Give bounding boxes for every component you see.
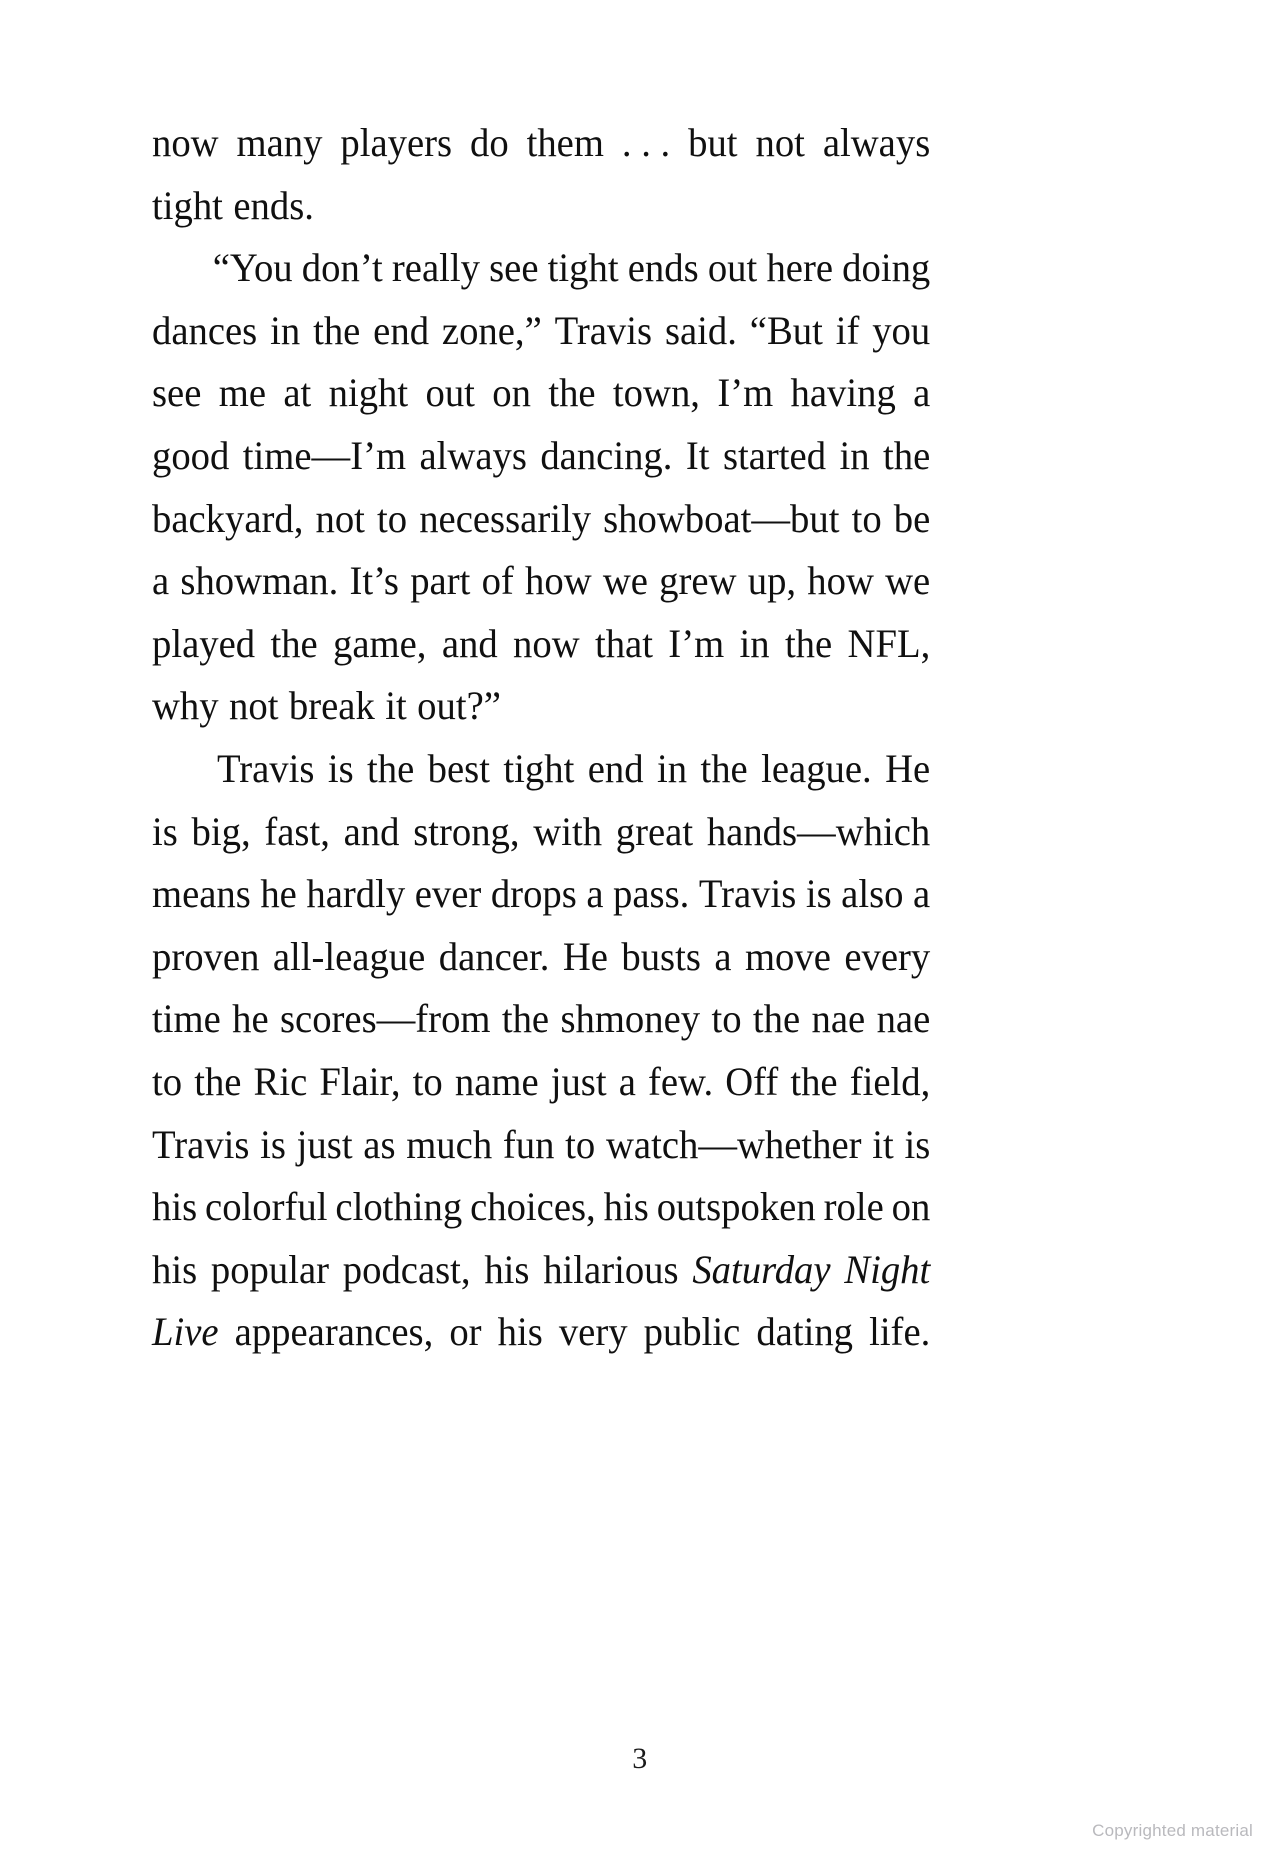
word: Travis [216, 745, 315, 791]
word: big, [191, 808, 251, 854]
word: as [363, 1121, 396, 1167]
word: Ric [253, 1058, 308, 1104]
word: to [851, 495, 882, 541]
word: a [913, 871, 931, 917]
word: the [784, 620, 833, 666]
word: end [373, 307, 430, 353]
word: time [152, 996, 221, 1042]
word: dances [152, 307, 258, 353]
word: his [484, 1246, 530, 1292]
word: just [550, 1058, 607, 1104]
word: not [755, 120, 805, 165]
word: Travis [152, 1121, 250, 1167]
word: strong, [413, 808, 520, 854]
word: the [700, 745, 748, 791]
word: name [454, 1058, 539, 1104]
word: It [685, 432, 710, 478]
word: also [841, 871, 904, 917]
word: watch—whether [605, 1121, 862, 1167]
word: said. [664, 307, 737, 353]
word: very [558, 1309, 628, 1355]
word: dancer. [438, 933, 550, 979]
word: time—I’m [242, 432, 407, 478]
text-line [152, 425, 930, 488]
word: zone,” [441, 307, 542, 353]
word: out?” [417, 683, 501, 729]
word: the [194, 1058, 242, 1104]
word: dancing. [540, 432, 673, 478]
word: colorful [205, 1184, 328, 1230]
word: here [766, 245, 834, 291]
word: now [152, 120, 219, 165]
word: with [533, 808, 603, 854]
word: is [805, 871, 832, 917]
word: shmoney [560, 996, 701, 1042]
paragraph [152, 237, 967, 738]
word: at [283, 370, 312, 416]
word: having [790, 370, 896, 416]
word: not [315, 495, 365, 541]
word: tight [152, 182, 223, 228]
word: town, [612, 370, 700, 416]
word: on [492, 370, 531, 416]
text-line [152, 1176, 930, 1239]
word: drops [490, 871, 577, 917]
word: scores—from [279, 996, 491, 1042]
word: all-league [272, 933, 426, 979]
word: fun [502, 1121, 555, 1167]
word-italic: Live [152, 1309, 219, 1355]
word: pass. [613, 871, 690, 917]
text-line [152, 613, 930, 676]
word: proven [152, 933, 260, 979]
word: I’m [717, 370, 774, 416]
word: showboat—but [603, 495, 840, 541]
word: just [296, 1121, 353, 1167]
word: Travis [698, 871, 797, 917]
word: tight [503, 745, 575, 791]
word: out [707, 245, 758, 291]
word: the [501, 996, 550, 1042]
word: ends. [233, 182, 314, 228]
word: up, [747, 558, 797, 604]
text-line [152, 488, 930, 551]
word: if [835, 307, 860, 353]
word: fast, [264, 808, 330, 854]
word: He [885, 745, 931, 791]
word: always [419, 432, 527, 478]
word: in [839, 432, 870, 478]
word: in [656, 745, 688, 791]
word: started [722, 432, 827, 478]
word: a [714, 933, 732, 979]
word-italic: Saturday [692, 1246, 831, 1292]
word: tight [547, 245, 619, 291]
word: Off [725, 1058, 779, 1104]
text-line [152, 926, 930, 989]
word: be [893, 495, 931, 541]
word: that [594, 620, 653, 666]
word: dating [756, 1309, 854, 1355]
word: why [152, 683, 219, 729]
body-text-block [152, 112, 967, 1364]
word: is [327, 745, 354, 791]
page-number: 3 [632, 1742, 648, 1775]
word: appearances, [234, 1309, 434, 1355]
word: popular [210, 1246, 330, 1292]
word: his [497, 1309, 543, 1355]
word: role [823, 1184, 884, 1230]
word: outspoken [656, 1184, 816, 1230]
word: doing [842, 245, 931, 291]
word: the [752, 996, 801, 1042]
word: the [883, 432, 931, 478]
word: ends [627, 245, 699, 291]
word: ever [414, 871, 482, 917]
word: choices, [470, 1184, 596, 1230]
word: his [152, 1184, 198, 1230]
word: . . . [621, 120, 671, 165]
word: “You [212, 245, 293, 291]
word: out [425, 370, 475, 416]
word: it [872, 1121, 894, 1167]
word: and [343, 808, 400, 854]
word: league. [761, 745, 872, 791]
word: It’s [349, 558, 399, 604]
word: Flair, [319, 1058, 401, 1104]
word: the [790, 1058, 838, 1104]
word: showman. [180, 558, 339, 604]
word: break [288, 683, 375, 729]
copyright-watermark: Copyrighted material [1092, 1821, 1253, 1840]
word: many [236, 120, 323, 165]
word: grew [659, 558, 737, 604]
word: in [270, 307, 301, 353]
word: players [340, 120, 453, 165]
word: do [470, 120, 509, 165]
word: public [643, 1309, 741, 1355]
word: we [885, 558, 931, 604]
text-line [152, 675, 930, 738]
paragraph [152, 112, 967, 237]
text-line [152, 112, 930, 175]
word: means [152, 871, 251, 917]
word: his [152, 1246, 198, 1292]
word: the [548, 370, 596, 416]
word: clothing [335, 1184, 463, 1230]
text-line [152, 300, 930, 363]
word: move [744, 933, 831, 979]
word: the [313, 307, 361, 353]
word: the [367, 745, 415, 791]
word: a [618, 1058, 636, 1104]
word: to [711, 996, 742, 1042]
word: Travis [554, 307, 653, 353]
word: how [525, 558, 592, 604]
text-line [152, 863, 930, 926]
word: you [872, 307, 931, 353]
word: on [891, 1184, 931, 1230]
word: hilarious [543, 1246, 679, 1292]
word: is [152, 808, 178, 854]
word: in [739, 620, 770, 666]
word: the [270, 620, 318, 666]
word: played [152, 620, 256, 666]
word: always [822, 120, 931, 165]
word: them [526, 120, 604, 165]
text-line [152, 988, 930, 1051]
word: part [410, 558, 471, 604]
word: nae [876, 996, 931, 1042]
word: game, [333, 620, 427, 666]
word: end [587, 745, 644, 791]
word: of [481, 558, 514, 604]
word: a [913, 370, 931, 416]
word: every [844, 933, 931, 979]
word: see [152, 370, 202, 416]
word: he [232, 996, 269, 1042]
word: much [406, 1121, 493, 1167]
word: how [807, 558, 874, 604]
word: necessarily [419, 495, 592, 541]
text-line [152, 175, 930, 238]
word: podcast, [342, 1246, 471, 1292]
word: nae [811, 996, 866, 1042]
text-line [152, 1114, 930, 1177]
text-line [152, 738, 930, 801]
text-line [152, 550, 930, 613]
word: he [260, 871, 297, 917]
text-line [152, 1301, 930, 1364]
word: backyard, [152, 495, 304, 541]
text-line [152, 237, 930, 300]
paragraph [152, 738, 967, 1364]
word: good [152, 432, 230, 478]
word: best [427, 745, 490, 791]
word: “But [749, 307, 823, 353]
text-line [152, 1051, 930, 1114]
word: really [391, 245, 480, 291]
word: me [218, 370, 267, 416]
word: hardly [306, 871, 406, 917]
word: is [260, 1121, 286, 1167]
text-line [152, 1239, 930, 1302]
word: we [602, 558, 648, 604]
word: field, [849, 1058, 931, 1104]
word: life. [869, 1309, 931, 1355]
word: or [449, 1309, 482, 1355]
word: is [904, 1121, 931, 1167]
word: don’t [301, 245, 383, 291]
word: night [328, 370, 409, 416]
word: a [152, 558, 170, 604]
word: NFL, [847, 620, 931, 666]
text-line [152, 801, 930, 864]
word: great [615, 808, 694, 854]
word: now [513, 620, 580, 666]
word-italic: Night [844, 1246, 931, 1292]
word: busts [621, 933, 701, 979]
word: few. [647, 1058, 714, 1104]
word: to [412, 1058, 443, 1104]
word: his [603, 1184, 649, 1230]
word: to [152, 1058, 183, 1104]
word: a [586, 871, 604, 917]
word: but [688, 120, 738, 165]
word: to [565, 1121, 596, 1167]
word: to [377, 495, 408, 541]
word: I’m [668, 620, 725, 666]
word: not [229, 683, 279, 729]
word: and [441, 620, 498, 666]
word: it [385, 683, 407, 729]
word: hands—which [706, 808, 931, 854]
word: He [562, 933, 608, 979]
word: see [489, 245, 539, 291]
text-line [152, 362, 930, 425]
